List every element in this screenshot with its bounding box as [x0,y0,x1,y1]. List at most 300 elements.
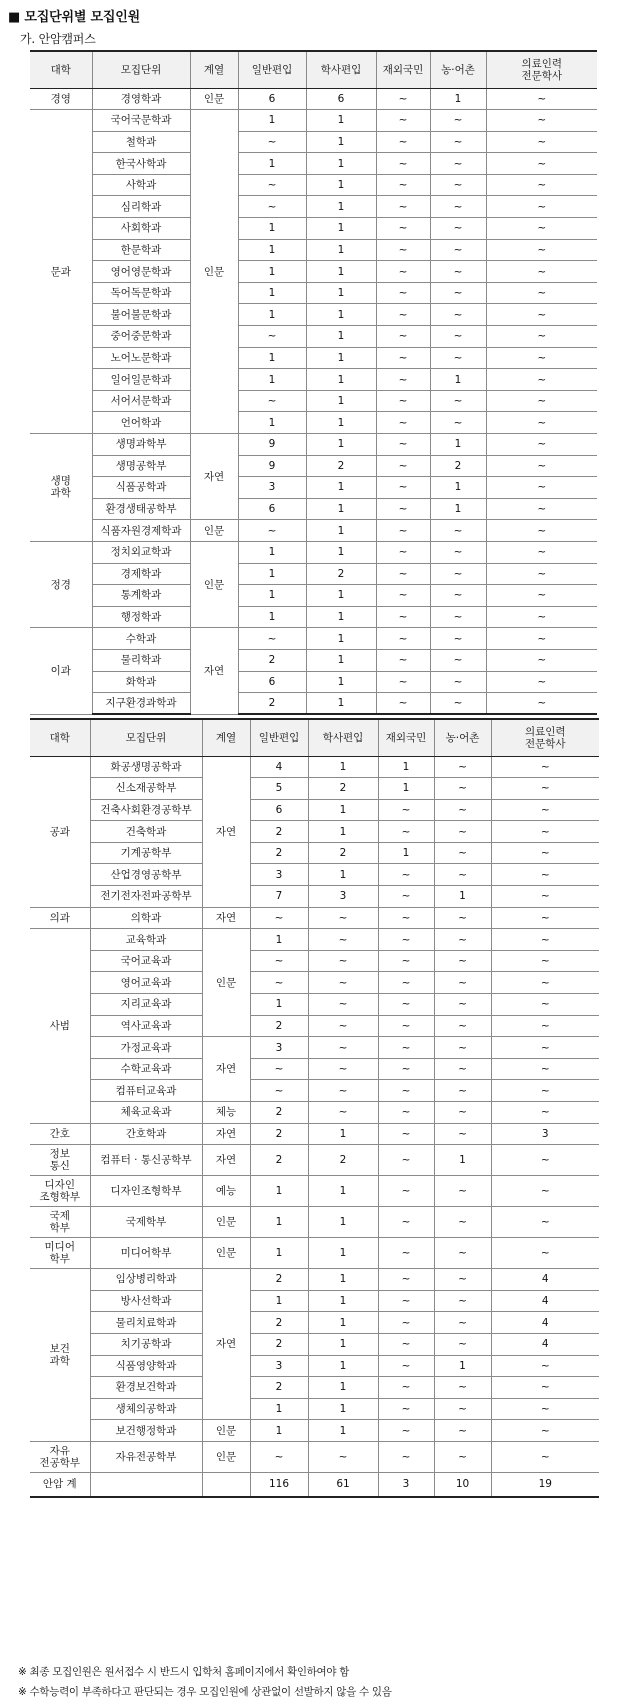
count-cell: ~ [376,304,430,326]
table-row [30,196,597,218]
count-cell: 2 [250,1333,308,1355]
count-cell: ~ [434,1058,491,1080]
count-cell: ~ [308,1037,378,1059]
count-cell: ~ [491,1238,599,1269]
count-cell: ~ [238,628,306,650]
count-cell: ~ [430,347,486,369]
count-cell: 6 [238,498,306,520]
count-cell: ~ [378,1058,434,1080]
count-cell: 2 [306,563,376,585]
count-cell: 1 [238,218,306,240]
count-cell: 3 [491,1123,599,1145]
count-cell: ~ [491,1058,599,1080]
table-row [30,434,597,456]
count-cell: 2 [250,1015,308,1037]
field-cell: 인문 [190,88,238,110]
count-cell: 1 [308,1398,378,1420]
count-cell: 1 [238,369,306,391]
total-row [30,1472,599,1497]
unit-cell: 지리교육과 [90,994,202,1016]
table-row [30,218,597,240]
count-cell: ~ [378,1333,434,1355]
table-row [30,1441,599,1472]
count-cell: 1 [308,864,378,886]
count-cell: ~ [378,1269,434,1291]
count-cell: 2 [430,455,486,477]
field-cell: 인문 [202,1441,250,1472]
count-cell: ~ [250,972,308,994]
count-cell: ~ [378,950,434,972]
count-cell: ~ [434,864,491,886]
count-cell: 1 [308,821,378,843]
count-cell: 3 [308,886,378,908]
count-cell: ~ [308,1102,378,1124]
count-cell: 1 [306,434,376,456]
count-cell: 1 [308,1290,378,1312]
count-cell: ~ [491,972,599,994]
count-cell: 1 [250,994,308,1016]
table-row [30,304,597,326]
column-header: 의료인력 전문학사 [491,719,599,756]
count-cell: 1 [306,304,376,326]
count-cell: ~ [486,649,597,671]
count-cell: 1 [306,520,376,542]
count-cell: ~ [308,972,378,994]
field-cell: 자연 [202,1269,250,1420]
college-cell: 국제 학부 [30,1207,90,1238]
count-cell: ~ [486,239,597,261]
unit-cell: 경제학과 [92,563,190,585]
column-header: 재외국민 [378,719,434,756]
count-cell: 1 [306,390,376,412]
column-header: 대학 [30,51,92,88]
count-cell: ~ [430,541,486,563]
table-row [30,799,599,821]
count-cell: ~ [434,1207,491,1238]
count-cell: 1 [308,1312,378,1334]
count-cell: 9 [238,434,306,456]
count-cell: ~ [491,864,599,886]
field-cell: 자연 [202,1123,250,1145]
count-cell: 1 [238,585,306,607]
admissions-table-2 [30,718,599,1498]
count-cell: ~ [491,1398,599,1420]
count-cell: ~ [486,477,597,499]
unit-cell: 물리치료학과 [90,1312,202,1334]
count-cell: ~ [486,390,597,412]
count-cell: ~ [486,498,597,520]
count-cell: ~ [491,1037,599,1059]
count-cell: ~ [434,1037,491,1059]
field-cell: 자연 [202,1145,250,1176]
table-row [30,671,597,693]
table-row [30,994,599,1016]
count-cell: ~ [486,671,597,693]
table-row [30,1123,599,1145]
unit-cell: 중어중문학과 [92,326,190,348]
unit-cell: 건축사회환경공학부 [90,799,202,821]
count-cell: ~ [491,886,599,908]
count-cell: ~ [434,1080,491,1102]
count-cell: 1 [430,369,486,391]
count-cell: ~ [376,693,430,715]
count-cell: ~ [491,1015,599,1037]
unit-cell: 수학과 [92,628,190,650]
count-cell: ~ [430,153,486,175]
table-row [30,1207,599,1238]
count-cell: 1 [378,756,434,778]
count-cell: ~ [378,1290,434,1312]
empty-cell [90,1472,202,1497]
count-cell: ~ [376,498,430,520]
count-cell: 4 [491,1312,599,1334]
count-cell: ~ [434,994,491,1016]
count-cell: ~ [376,455,430,477]
count-cell: 1 [308,1377,378,1399]
count-cell: ~ [491,1176,599,1207]
count-cell: 1 [250,1238,308,1269]
table-row [30,455,597,477]
field-cell: 인문 [202,1420,250,1442]
field-cell: 예능 [202,1176,250,1207]
unit-cell: 미디어학부 [90,1238,202,1269]
count-cell: ~ [378,972,434,994]
count-cell: 1 [250,1176,308,1207]
count-cell: 1 [308,1333,378,1355]
table-row [30,520,597,542]
college-cell: 자유 전공학부 [30,1441,90,1472]
count-cell: ~ [434,778,491,800]
unit-cell: 독어독문학과 [92,282,190,304]
unit-cell: 디자인조형학부 [90,1176,202,1207]
column-header: 일반편입 [238,51,306,88]
count-cell: 1 [308,1123,378,1145]
count-cell: ~ [378,1441,434,1472]
count-cell: 1 [306,498,376,520]
section-heading: ■ 모집단위별 모집인원 [8,10,140,25]
count-cell: 1 [308,756,378,778]
count-cell: 4 [250,756,308,778]
count-cell: ~ [376,649,430,671]
unit-cell: 식품공학과 [92,477,190,499]
count-cell: ~ [308,907,378,929]
count-cell: ~ [378,864,434,886]
count-cell: ~ [376,412,430,434]
count-cell: ~ [491,1355,599,1377]
column-header: 대학 [30,719,90,756]
count-cell: ~ [434,1377,491,1399]
unit-cell: 서어서문학과 [92,390,190,412]
table-row [30,153,597,175]
table-row [30,282,597,304]
count-cell: ~ [378,929,434,951]
count-cell: ~ [434,799,491,821]
count-cell: ~ [376,606,430,628]
count-cell: ~ [486,585,597,607]
count-cell: ~ [308,1015,378,1037]
count-cell: ~ [376,326,430,348]
column-header: 모집단위 [92,51,190,88]
table-row [30,864,599,886]
count-cell: 1 [238,239,306,261]
unit-cell: 행정학과 [92,606,190,628]
count-cell: ~ [434,1420,491,1442]
count-cell: ~ [430,671,486,693]
count-cell: ~ [376,218,430,240]
count-cell: ~ [486,455,597,477]
table-row [30,1037,599,1059]
count-cell: 3 [238,477,306,499]
count-cell: 1 [238,261,306,283]
count-cell: ~ [430,196,486,218]
count-cell: ~ [430,304,486,326]
count-cell: 2 [250,1145,308,1176]
count-cell: ~ [486,110,597,132]
count-cell: ~ [376,196,430,218]
count-cell: ~ [378,907,434,929]
count-cell: ~ [378,1176,434,1207]
table-row [30,1238,599,1269]
count-cell: ~ [238,326,306,348]
count-cell: 1 [238,282,306,304]
unit-cell: 통계학과 [92,585,190,607]
unit-cell: 불어불문학과 [92,304,190,326]
count-cell: ~ [238,520,306,542]
count-cell: ~ [430,390,486,412]
college-cell: 문과 [30,110,92,434]
table-row [30,606,597,628]
unit-cell: 철학과 [92,131,190,153]
count-cell: ~ [378,1377,434,1399]
count-cell: ~ [376,174,430,196]
table-row [30,886,599,908]
unit-cell: 한국사학과 [92,153,190,175]
count-cell: 4 [491,1333,599,1355]
count-cell: 1 [430,477,486,499]
count-cell: ~ [376,563,430,585]
unit-cell: 환경보건학과 [90,1377,202,1399]
count-cell: 1 [306,261,376,283]
table-row [30,563,597,585]
count-cell: ~ [430,585,486,607]
unit-cell: 화학과 [92,671,190,693]
count-cell: ~ [308,1080,378,1102]
table-row [30,972,599,994]
count-cell: ~ [378,1207,434,1238]
count-cell: 1 [430,498,486,520]
count-cell: 6 [238,671,306,693]
unit-cell: 국어교육과 [90,950,202,972]
count-cell: ~ [434,1102,491,1124]
count-cell: ~ [434,1015,491,1037]
count-cell: ~ [434,1441,491,1472]
unit-cell: 신소재공학부 [90,778,202,800]
count-cell: ~ [250,907,308,929]
count-cell: ~ [250,1058,308,1080]
count-cell: 1 [306,649,376,671]
count-cell: ~ [491,907,599,929]
count-cell: ~ [486,304,597,326]
count-cell: ~ [434,821,491,843]
unit-cell: 일어일문학과 [92,369,190,391]
count-cell: ~ [486,693,597,715]
unit-cell: 화공생명공학과 [90,756,202,778]
count-cell: 2 [250,842,308,864]
count-cell: 1 [308,1238,378,1269]
count-cell: ~ [250,1441,308,1472]
count-cell: 1 [238,153,306,175]
count-cell: 1 [250,1420,308,1442]
count-cell: 2 [308,778,378,800]
field-cell: 자연 [190,628,238,714]
count-cell: ~ [378,1080,434,1102]
count-cell: 9 [238,455,306,477]
count-cell: 2 [250,1312,308,1334]
field-cell: 인문 [202,1238,250,1269]
unit-cell: 언어학과 [92,412,190,434]
count-cell: ~ [486,347,597,369]
count-cell: ~ [491,929,599,951]
count-cell: ~ [376,369,430,391]
count-cell: 3 [250,1037,308,1059]
table-row [30,1102,599,1124]
count-cell: 6 [238,88,306,110]
unit-cell: 의학과 [90,907,202,929]
count-cell: ~ [376,585,430,607]
unit-cell: 국어국문학과 [92,110,190,132]
count-cell: 1 [306,541,376,563]
count-cell: 1 [430,434,486,456]
count-cell: 2 [306,455,376,477]
count-cell: ~ [376,239,430,261]
count-cell: ~ [486,520,597,542]
count-cell: ~ [378,1123,434,1145]
count-cell: ~ [376,434,430,456]
count-cell: ~ [491,799,599,821]
field-cell: 체능 [202,1102,250,1124]
count-cell: ~ [486,541,597,563]
count-cell: 1 [306,412,376,434]
unit-cell: 건축학과 [90,821,202,843]
count-cell: 1 [238,541,306,563]
count-cell: ~ [378,1102,434,1124]
unit-cell: 산업경영공학부 [90,864,202,886]
count-cell: ~ [434,1238,491,1269]
count-cell: 1 [238,563,306,585]
column-header: 농·어촌 [434,719,491,756]
count-cell: 1 [306,477,376,499]
empty-cell [202,1472,250,1497]
unit-cell: 교육학과 [90,929,202,951]
count-cell: ~ [486,88,597,110]
count-cell: ~ [250,1080,308,1102]
count-cell: 2 [250,1102,308,1124]
field-cell: 자연 [202,907,250,929]
table-row [30,1015,599,1037]
table-row [30,950,599,972]
table-row [30,412,597,434]
count-cell: ~ [378,1145,434,1176]
table-row [30,842,599,864]
count-cell: ~ [430,606,486,628]
count-cell: 5 [250,778,308,800]
table-row [30,1269,599,1291]
unit-cell: 치기공학과 [90,1333,202,1355]
table-row [30,929,599,951]
count-cell: ~ [308,929,378,951]
unit-cell: 영어영문학과 [92,261,190,283]
count-cell: ~ [491,1441,599,1472]
column-header: 계열 [190,51,238,88]
count-cell: ~ [430,563,486,585]
count-cell: ~ [308,1441,378,1472]
count-cell: ~ [430,239,486,261]
unit-cell: 사학과 [92,174,190,196]
college-cell: 보건 과학 [30,1269,90,1442]
count-cell: ~ [434,972,491,994]
count-cell: 1 [306,693,376,715]
count-cell: ~ [376,671,430,693]
count-cell: ~ [434,1333,491,1355]
field-cell: 인문 [190,541,238,627]
count-cell: ~ [378,821,434,843]
total-value: 116 [250,1472,308,1497]
count-cell: 1 [308,1269,378,1291]
count-cell: 1 [434,1355,491,1377]
count-cell: 1 [306,110,376,132]
unit-cell: 국제학부 [90,1207,202,1238]
unit-cell: 물리학과 [92,649,190,671]
count-cell: ~ [486,282,597,304]
footnote-2: ※ 수학능력이 부족하다고 판단되는 경우 모집인원에 상관없이 선발하지 않을 수 있음 [18,1686,392,1698]
count-cell: ~ [486,434,597,456]
count-cell: ~ [430,649,486,671]
count-cell: 2 [308,842,378,864]
count-cell: 6 [306,88,376,110]
column-header: 재외국민 [376,51,430,88]
table-row [30,326,597,348]
count-cell: ~ [378,994,434,1016]
count-cell: ~ [486,196,597,218]
count-cell: ~ [491,756,599,778]
count-cell: ~ [376,153,430,175]
unit-cell: 정치외교학과 [92,541,190,563]
count-cell: 1 [306,196,376,218]
count-cell: 1 [250,1207,308,1238]
count-cell: ~ [486,218,597,240]
unit-cell: 생명과학부 [92,434,190,456]
field-cell: 인문 [202,1207,250,1238]
count-cell: ~ [486,412,597,434]
count-cell: 1 [250,929,308,951]
count-cell: 4 [491,1269,599,1291]
count-cell: ~ [434,1176,491,1207]
count-cell: 1 [306,174,376,196]
unit-cell: 전기전자전파공학부 [90,886,202,908]
count-cell: 2 [250,1123,308,1145]
unit-cell: 사회학과 [92,218,190,240]
count-cell: 1 [308,1420,378,1442]
column-header: 농·어촌 [430,51,486,88]
count-cell: ~ [308,1058,378,1080]
count-cell: 1 [306,153,376,175]
column-header: 일반편입 [250,719,308,756]
unit-cell: 자유전공학부 [90,1441,202,1472]
table-row [30,1080,599,1102]
count-cell: 1 [306,347,376,369]
count-cell: ~ [491,821,599,843]
count-cell: 1 [250,1398,308,1420]
